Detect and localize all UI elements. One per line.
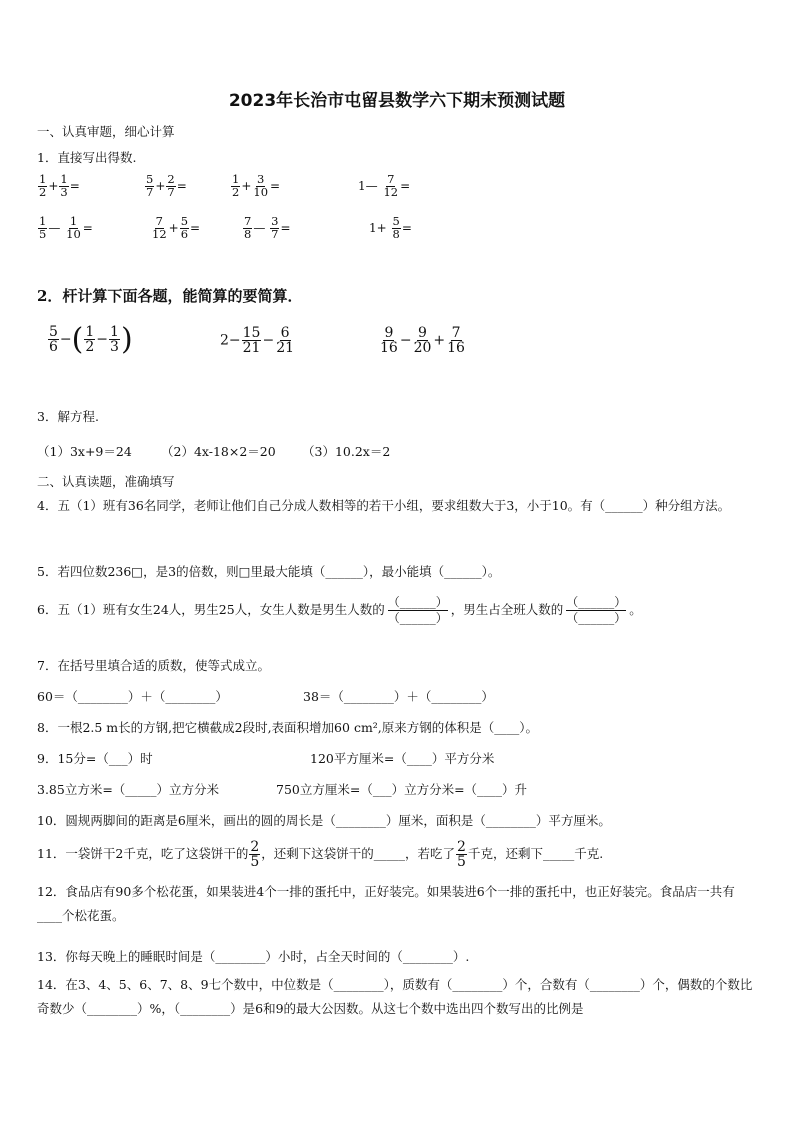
question-8: 8．一根2.5 m长的方钢,把它横截成2段时,表面积增加60 cm²,原来方钢的体积是（____）。 [37, 720, 539, 735]
question-5: 5．若四位数236□，是3的倍数，则□里最大能填（______），最小能填（______）。 [37, 564, 501, 579]
q2-expression-2: 2− $\frac{15}{21}$ − $\frac{6}{21}$ [220, 325, 295, 356]
q9-part-3: 3.85立方米=（_____）立方分米 [37, 782, 220, 797]
question-7-label: 7．在括号里填合适的质数，使等式成立。 [37, 658, 270, 673]
q6-blank-fraction-1: $\frac{(\_\_\_\_\_\_)}{(\_\_\_\_\_\_)}$ [387, 595, 448, 625]
q7-equation-1: 60＝（________）＋（________） [37, 689, 228, 704]
question-11: 11．一袋饼干2千克，吃了这袋饼干的 $\frac{2}{5}$ ，还剩下这袋饼干的_____，若吃了 $\frac{2}{5}$ 千克，还剩下_____千克. [37, 839, 604, 870]
q9-part-4: 750立方厘米=（___）立方分米=（____）升 [276, 782, 528, 797]
q2-expression-3: $\frac{9}{16}$ − $\frac{9}{20}$ + $\frac{7}{16}$ [380, 325, 465, 356]
q1-item-3: $\frac{1}{2}$ + $\frac{3}{10}$ = [232, 172, 281, 199]
question-14: 14．在3、4、5、6、7、8、9七个数中，中位数是（________），质数有（________）个，合数有（________）个，偶数的个数比奇数少（________）%，（________）是6和9的最大公因数。从这七个数中选出四个数写出的比例是 [37, 977, 753, 1016]
q1-item-1: $\frac{1}{2}$ + $\frac{1}{3}$ = [39, 172, 80, 199]
q7-equation-2: 38＝（________）＋（________） [303, 689, 494, 704]
question-12: 12．食品店有90多个松花蛋，如果装进4个一排的蛋托中，正好装完。如果装进6个一排的蛋托中，也正好装完。食品店一共有____个松花蛋。 [37, 884, 735, 923]
q3-equation-3: （3）10.2x＝2 [302, 444, 391, 459]
q1-item-4: 1— $\frac{7}{12}$ = [358, 172, 411, 199]
question-4: 4．五（1）班有36名同学，老师让他们自己分成人数相等的若干小组，要求组数大于3，小于10。有（______）种分组方法。 [37, 498, 731, 513]
page-title: 2023年长治市屯留县数学六下期末预测试题 [228, 91, 566, 111]
question-1-label: 1．直接写出得数. [37, 150, 137, 165]
question-3-label: 3．解方程. [37, 409, 99, 424]
question-13: 13．你每天晚上的睡眠时间是（________）小时，占全天时间的（________）. [37, 949, 470, 964]
q3-equation-1: （1）3x+9＝24 [37, 444, 132, 459]
q1-item-2: $\frac{5}{7}$ + $\frac{2}{7}$ = [146, 172, 187, 199]
section-heading-1: 一、认真审题，细心计算 [37, 124, 175, 139]
question-2-label: 2．杆计算下面各题，能简算的要简算． [37, 287, 303, 305]
q1-item-5: $\frac{1}{5}$ — $\frac{1}{10}$ = [39, 214, 93, 241]
q6-blank-fraction-2: $\frac{(\_\_\_\_\_\_)}{(\_\_\_\_\_\_)}$ [566, 595, 627, 625]
q1-item-6: $\frac{7}{12}$ + $\frac{5}{6}$ = [152, 214, 201, 241]
question-6: 6．五（1）班有女生24人，男生25人，女生人数是男生人数的 $\frac{(\_\_\_\_\_\_)}{(\_\_\_\_\_\_)}$ ，男生占全班人数的 $\frac{(\_\_\_\_\_\_)}{(\_\_\_\_\_\_)}$ 。 [37, 595, 642, 625]
q1-item-7: $\frac{7}{8}$ — $\frac{3}{7}$ = [244, 214, 291, 241]
q9-part-2: 120平方厘米=（____）平方分米 [310, 751, 495, 766]
q1-item-8: 1+ $\frac{5}{8}$ = [369, 214, 412, 241]
q3-equation-2: （2）4x-18×2＝20 [161, 444, 276, 459]
q2-expression-1: $\frac{5}{6}$ −( $\frac{1}{2}$ − $\frac{1}{3}$ ) [49, 322, 133, 357]
section-heading-2: 二、认真读题，准确填写 [37, 474, 175, 489]
q9-part-1: 9．15分=（___）时 [37, 751, 153, 766]
question-10: 10．圆规两脚间的距离是6厘米，画出的圆的周长是（________）厘米，面积是（________）平方厘米。 [37, 813, 611, 828]
